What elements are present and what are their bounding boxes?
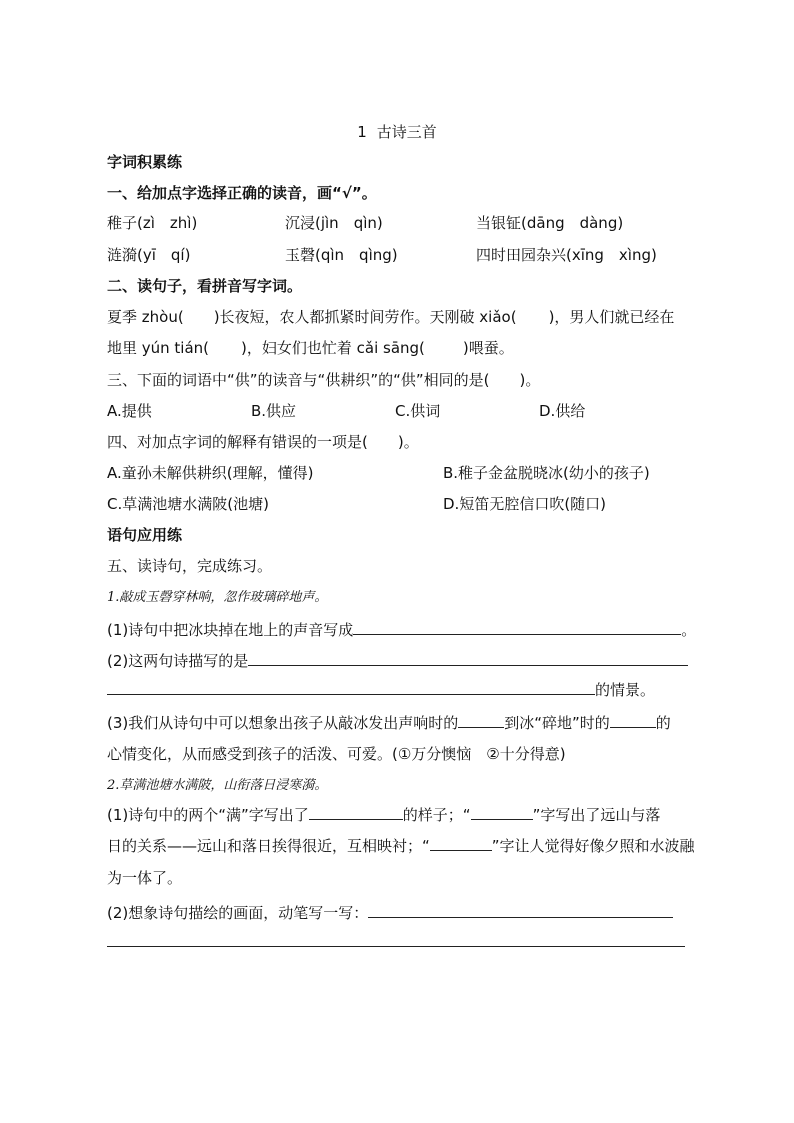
lesson-title: [0, 121, 794, 142]
q1-item-4: 涟漪(yī qí): [107, 246, 191, 264]
p2-q1-answer-blank-1[interactable]: [309, 805, 403, 820]
q2-line2-part-a: 地里 yún tián(: [107, 339, 210, 357]
p1-q1-answer-blank[interactable]: [353, 620, 681, 635]
q2-line1-part-a: 夏季 zhòu(: [107, 308, 184, 326]
lesson-title-text: 古诗三首: [376, 123, 437, 141]
p2-q1-answer-blank-2[interactable]: [471, 805, 533, 820]
question-1-prompt: 一、给加点字选择正确的读音，画“√”。: [107, 184, 377, 202]
q2-line-1: [107, 307, 674, 327]
lesson-number: 1: [357, 123, 367, 141]
q1-item-1: 稚子(zì zhì): [107, 214, 198, 232]
p1-q3-text-a: (3)我们从诗句中可以想象出孩子从敲冰发出声响时的: [107, 714, 459, 732]
p1-q3-answer-blank-1[interactable]: [458, 713, 504, 728]
p2-q1-text-a: (1)诗句中的两个“满”字写出了: [107, 806, 309, 824]
poem-2: 2.草满池塘水满陂，山衔落日浸寒漪。: [107, 778, 328, 793]
question-4-prompt: 四、对加点字词的解释有错误的一项是( )。: [107, 433, 419, 451]
q3-option-b[interactable]: B.供应: [251, 402, 297, 420]
p1-q3-text-c: 的: [655, 714, 671, 732]
q2-line1-part-b: )长夜短，农人都抓紧时间劳作。天刚破 xiǎo(: [213, 308, 517, 326]
p1-q2-line-2: [107, 680, 655, 700]
p1-q2-line: [107, 651, 688, 671]
q3-option-c[interactable]: C.供词: [395, 402, 441, 420]
p1-q3-answer-blank-2[interactable]: [610, 713, 656, 728]
p2-q2-text: (2)想象诗句描绘的画面，动笔写一写：: [107, 904, 369, 922]
p2-q1-line2-text-a: 日的关系——远山和落日挨得很近，互相映衬；“: [107, 837, 430, 855]
q2-line2-part-b: )，妇女们也忙着 cǎi sāng(: [241, 339, 425, 357]
question-2-prompt: 二、读句子，看拼音写字词。: [107, 277, 303, 295]
question-5-prompt: 五、读诗句，完成练习。: [107, 557, 273, 575]
p2-q1-line: [107, 805, 660, 825]
q1-item-2: 沉浸(jìn qìn): [285, 214, 383, 232]
p2-q2-answer-blank-2[interactable]: [107, 946, 685, 947]
p1-q3-line: [107, 713, 671, 733]
q4-option-a[interactable]: A.童孙未解供耕织(理解，懂得): [107, 464, 314, 482]
q2-line1-part-c: )，男人们就已经在: [548, 308, 675, 326]
p1-q2-end: 的情景。: [595, 681, 656, 699]
p1-q2-answer-blank-1[interactable]: [248, 651, 688, 666]
q2-line2-part-c: )喂蚕。: [462, 339, 514, 357]
question-3-prompt: 三、下面的词语中“供”的读音与“供耕织”的“供”相同的是( )。: [107, 371, 541, 389]
p2-q2-line: [107, 903, 673, 923]
p2-q1-line-2: [107, 836, 695, 856]
p2-q1-text-b: 的样子；“: [402, 806, 471, 824]
p2-q1-text-c: ”字写出了远山与落: [532, 806, 661, 824]
p2-q1-answer-blank-3[interactable]: [430, 836, 492, 851]
q1-item-3: 当银钲(dāng dàng): [476, 214, 624, 232]
q1-item-5: 玉磬(qìn qìng): [285, 246, 398, 264]
poem-1: 1.敲成玉磬穿林响，忽作玻璃碎地声。: [107, 590, 328, 605]
q1-item-6: 四时田园杂兴(xīng xìng): [476, 246, 657, 264]
p1-q3-text-b: 到冰“碎地”时的: [504, 714, 610, 732]
q4-option-d[interactable]: D.短笛无腔信口吹(随口): [443, 495, 607, 513]
p2-q1-line2-text-b: ”字让人觉得好像夕照和水波融: [491, 837, 695, 855]
q3-option-d[interactable]: D.供给: [539, 402, 586, 420]
section-heading-sentence: 语句应用练: [107, 526, 183, 544]
p2-q2-answer-blank-1[interactable]: [368, 903, 673, 918]
p1-q1-text: (1)诗句中把冰块掉在地上的声音写成: [107, 621, 354, 639]
section-heading-vocabulary: 字词积累练: [107, 153, 183, 171]
p2-q1-line-3: 为一体了。: [107, 869, 183, 887]
p1-q3-line-2: 心情变化，从而感受到孩子的活泼、可爱。(①万分懊恼 ②十分得意): [107, 745, 566, 763]
q4-option-c[interactable]: C.草满池塘水满陂(池塘): [107, 495, 269, 513]
p1-q1-line: [107, 620, 696, 640]
q4-option-b[interactable]: B.稚子金盆脱晓冰(幼小的孩子): [443, 464, 650, 482]
p1-q2-answer-blank-2[interactable]: [107, 680, 595, 695]
q2-line-2: [107, 338, 514, 358]
p1-q1-end: 。: [681, 621, 697, 639]
q3-option-a[interactable]: A.提供: [107, 402, 152, 420]
p1-q2-text: (2)这两句诗描写的是: [107, 652, 249, 670]
